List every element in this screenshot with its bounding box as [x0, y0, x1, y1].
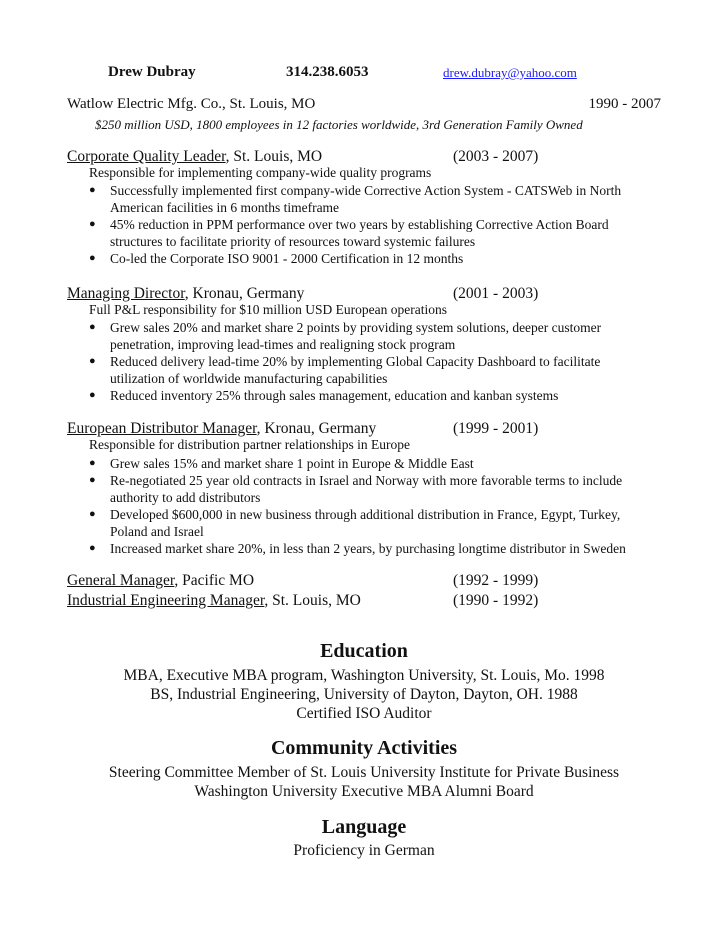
role-title: Corporate Quality Leader [67, 148, 226, 165]
role-heading [67, 572, 667, 590]
list-item: ● Developed $600,000 in new business through additional distribution in France, Egypt, Turkey, Poland and Israel [89, 507, 621, 539]
bullet-icon: ● [89, 457, 96, 469]
role-heading [67, 148, 667, 166]
role-title: General Manager [67, 572, 175, 589]
bullet-icon: ● [89, 474, 96, 486]
bullet-icon: ● [89, 321, 96, 333]
list-item: ● Co-led the Corporate ISO 9001 - 2000 Certification in 12 months [89, 251, 464, 266]
role-title: Managing Director [67, 285, 185, 302]
achievement-list [89, 455, 664, 557]
list-item: ● Increased market share 20%, in less than 2 years, by purchasing longtime distributor in Sweden [89, 541, 626, 556]
education-heading: Education [320, 640, 408, 662]
bullet-icon: ● [89, 355, 96, 367]
phone-number: 314.238.6053 [286, 64, 369, 80]
role-location: , St. Louis, MO [225, 148, 323, 165]
role-title: European Distributor Manager [67, 420, 257, 437]
role-responsibility: Responsible for distribution partner relationships in Europe [89, 437, 410, 452]
role-location: , Pacific MO [174, 572, 255, 589]
role-heading [67, 285, 667, 303]
email-link[interactable]: drew.dubray@yahoo.com [443, 65, 577, 80]
role-dates: (2001 - 2003) [453, 285, 539, 302]
education-line: MBA, Executive MBA program, Washington University, St. Louis, Mo. 1998 [123, 667, 605, 684]
role-dates: (1999 - 2001) [453, 420, 539, 437]
list-item: ● 45% reduction in PPM performance over two years by establishing Corrective Action Board structures to facilitate priority of resources toward systemic failures [89, 217, 609, 249]
language-line: Proficiency in German [293, 842, 435, 859]
achievement-list [89, 319, 664, 404]
bullet-icon: ● [89, 184, 96, 196]
bullet-icon: ● [89, 389, 96, 401]
role-heading [67, 420, 667, 438]
role-dates: (1990 - 1992) [453, 592, 539, 609]
company-description: $250 million USD, 1800 employees in 12 factories worldwide, 3rd Generation Family Owned [95, 117, 583, 132]
company-name: Watlow Electric Mfg. Co., St. Louis, MO [67, 96, 316, 112]
bullet-icon: ● [89, 508, 96, 520]
achievement-list [89, 182, 664, 267]
role-title: Industrial Engineering Manager [67, 592, 265, 609]
community-heading: Community Activities [270, 737, 458, 759]
role-responsibility: Responsible for implementing company-wide quality programs [89, 165, 432, 180]
role-dates: (2003 - 2007) [453, 148, 539, 165]
list-item: ● Grew sales 15% and market share 1 point in Europe & Middle East [89, 456, 474, 471]
company-line [67, 96, 661, 113]
language-heading: Language [321, 816, 407, 838]
bullet-icon: ● [89, 218, 96, 230]
role-location: , Kronau, Germany [184, 285, 305, 302]
education-line: Certified ISO Auditor [296, 705, 432, 722]
role-responsibility: Full P&L responsibility for $10 million USD European operations [89, 302, 447, 317]
education-line: BS, Industrial Engineering, University of Dayton, Dayton, OH. 1988 [150, 686, 578, 703]
contact-header [108, 64, 668, 84]
company-years: 1990 - 2007 [588, 96, 661, 112]
bullet-icon: ● [89, 252, 96, 264]
list-item: ● Reduced inventory 25% through sales management, education and kanban systems [89, 388, 559, 403]
community-line: Steering Committee Member of St. Louis University Institute for Private Business [108, 764, 620, 781]
list-item: ● Re-negotiated 25 year old contracts in Israel and Norway with more favorable terms to include authority to add distributors [89, 473, 623, 505]
candidate-name: Drew Dubray [108, 64, 196, 80]
role-location: , St. Louis, MO [264, 592, 361, 609]
community-line: Washington University Executive MBA Alumni Board [194, 783, 534, 800]
role-location: , Kronau, Germany [256, 420, 377, 437]
role-dates: (1992 - 1999) [453, 572, 539, 589]
bullet-icon: ● [89, 542, 96, 554]
list-item: ● Reduced delivery lead-time 20% by implementing Global Capacity Dashboard to facilitate utilization of worldwide manufacturing capabilities [89, 354, 601, 386]
list-item: ● Successfully implemented first company-wide Corrective Action System - CATSWeb in North American facilities in 6 months timeframe [89, 183, 622, 215]
role-heading [67, 592, 667, 610]
list-item: ● Grew sales 20% and market share 2 points by providing system solutions, deeper customer penetration, improving lead-times and realigning stock program [89, 320, 602, 352]
